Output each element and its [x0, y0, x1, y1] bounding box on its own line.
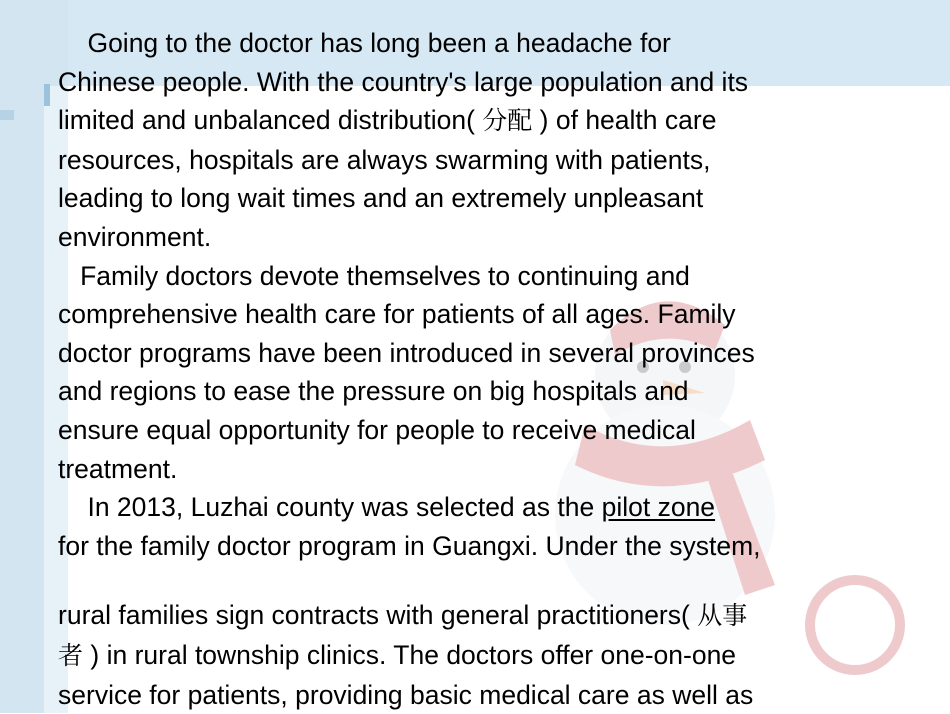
text-line: rural families sign contracts with general practitioners( 从事	[58, 596, 938, 636]
text-line: limited and unbalanced distribution( 分配 ) of health care	[58, 101, 938, 141]
text-line: ensure equal opportunity for people to receive medical	[58, 411, 938, 450]
text-line: service for patients, providing basic medical care as well as	[58, 676, 938, 714]
accent-tick	[0, 110, 14, 120]
text-line: for the family doctor program in Guangxi. Under the system,	[58, 527, 938, 566]
text-line: and regions to ease the pressure on big hospitals and	[58, 372, 938, 411]
text-line: comprehensive health care for patients of all ages. Family	[58, 295, 938, 334]
accent-tick	[44, 84, 50, 106]
slide-body-text	[58, 24, 938, 714]
text-line: Going to the doctor has long been a headache for	[58, 24, 938, 63]
text-line: leading to long wait times and an extremely unpleasant	[58, 179, 938, 218]
text-line: Family doctors devote themselves to continuing and	[58, 257, 938, 296]
text-line: doctor programs have been introduced in several provinces	[58, 334, 938, 373]
text-line: 者 ) in rural township clinics. The doctors offer one-on-one	[58, 636, 938, 676]
text-line: treatment.	[58, 450, 938, 489]
text-line: environment.	[58, 218, 938, 257]
text-line: resources, hospitals are always swarming with patients,	[58, 141, 938, 180]
pilot-zone-term: pilot zone	[602, 492, 715, 522]
text-line: Chinese people. With the country's large population and its	[58, 63, 938, 102]
text-line: In 2013, Luzhai county was selected as the pilot zone	[58, 488, 938, 527]
